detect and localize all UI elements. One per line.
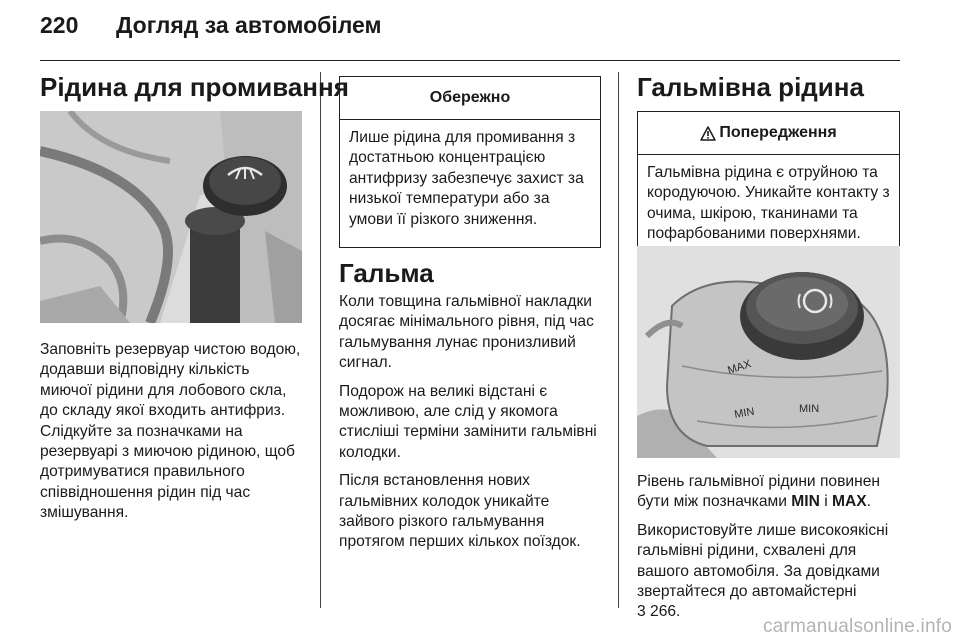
caution-box: [339, 76, 601, 248]
watermark: carmanualsonline.info: [762, 616, 952, 637]
section-heading-brake-fluid: Гальмівна рідина: [637, 72, 864, 102]
min-mark-label-left: MIN: [733, 405, 756, 421]
warning-box: [637, 111, 900, 265]
warning-text: Гальмівна рідина є отруйною та кородуючою. Уникайте контакту з очима, шкірою, тканинами та пофарбованими поверхнями.: [647, 164, 890, 243]
column-divider-2: [618, 72, 619, 608]
brake-fluid-reservoir-image: [637, 246, 900, 458]
min-mark-label-right: MIN: [799, 403, 820, 415]
brakes-text: [339, 292, 607, 561]
brake-fluid-level-paragraph: [637, 472, 900, 513]
section-heading-washer-fluid: Рідина для промивання: [40, 72, 349, 102]
page-reference-link[interactable]: 266.: [650, 603, 681, 621]
brakes-paragraph-3: Після встановлення нових гальмівних колодок уникайте зайвого різкого гальмування протягом перших кількох поїздок.: [339, 472, 581, 551]
level-text-mid: і: [819, 493, 833, 511]
level-text-before: Рівень гальмівної рідини повинен бути між позначками: [637, 473, 880, 511]
header-rule: [40, 60, 900, 61]
level-text-after: .: [866, 493, 872, 511]
max-keyword: MAX: [832, 493, 867, 511]
warning-header: [638, 112, 899, 155]
usage-text: Використовуйте лише високоякісні гальмівні рідини, схвалені для вашого автомобіля. За довідками звертайтеся до автомайстерні: [637, 521, 889, 601]
brakes-paragraph-2: Подорож на великі відстані є можливою, але слід у якомога стисліші терміни замінити гальмівні колодки.: [339, 382, 597, 461]
warning-title: Попередження: [719, 124, 837, 141]
brake-fluid-text: [637, 472, 900, 631]
page-reference-symbol: 3: [637, 603, 646, 621]
caution-text: Лише рідина для промивання з достатньою концентрацією антифризу забезпечує захист за низької температури або за умови її різкого зниження.: [349, 129, 584, 228]
page-number: 220: [40, 12, 79, 38]
column-divider-1: [320, 72, 321, 608]
min-keyword: MIN: [791, 493, 820, 511]
section-heading-brakes: Гальма: [339, 258, 434, 288]
caution-title: Обережно: [340, 77, 600, 120]
max-mark-label: MAX: [726, 358, 753, 377]
warning-triangle-icon: [700, 126, 716, 141]
page-title: Догляд за автомобілем: [116, 12, 382, 38]
brakes-paragraph-1: Коли товщина гальмівної накладки досягає мінімального рівня, під час гальмування лунає пронизливий сигнал.: [339, 293, 594, 372]
brake-fluid-usage-paragraph: [637, 521, 900, 623]
washer-reservoir-image: [40, 111, 302, 323]
washer-fluid-paragraph: Заповніть резервуар чистою водою, додавши відповідну кількість миючої рідини для лобового скла, до складу якої входить антифриз. Слідкуйте за позначками на резервуарі з миючою рідиною, щоб дотримуватися правильного співвідношення рідин під час змішування.: [40, 341, 301, 522]
